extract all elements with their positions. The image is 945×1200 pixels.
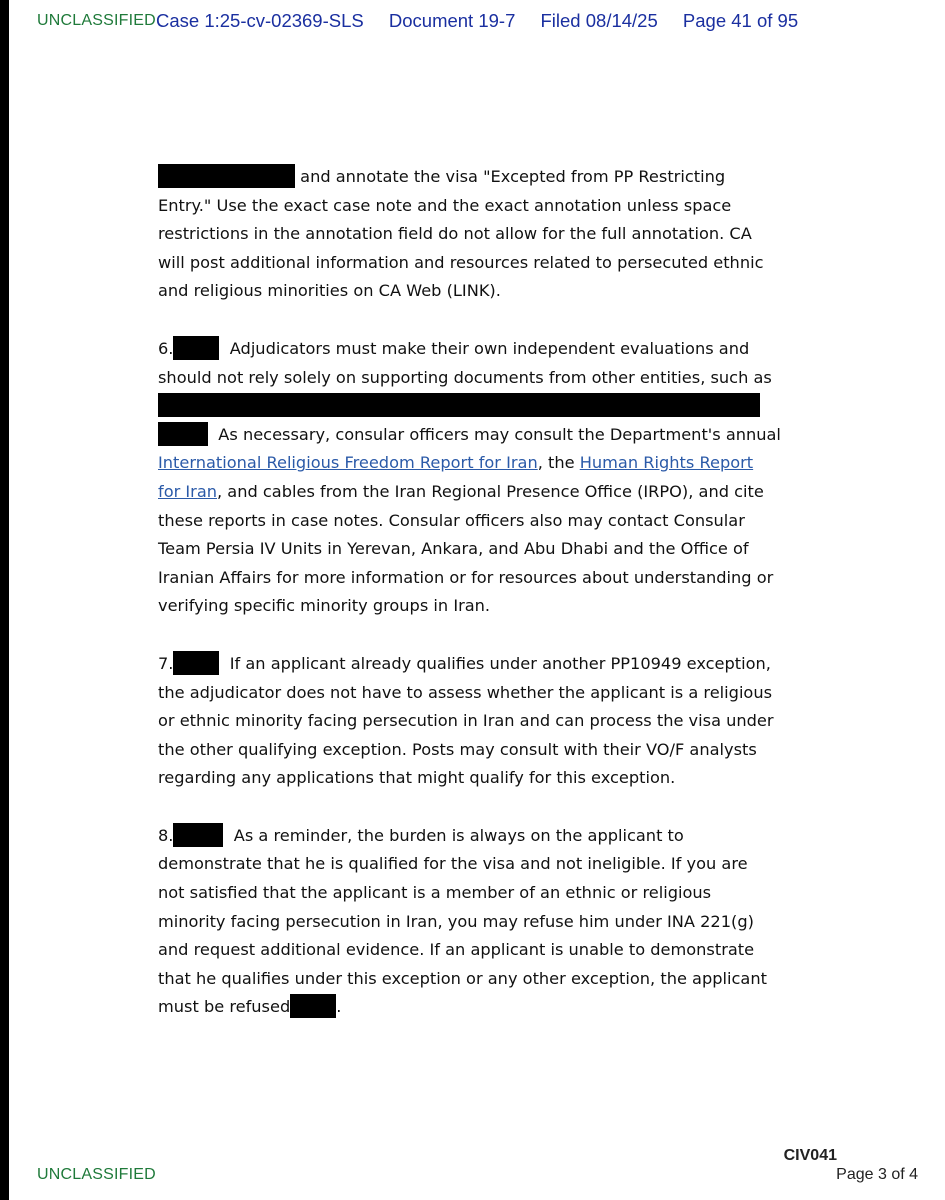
filing-page-number: Page 41 of 95 [682,10,799,31]
document-body [158,163,798,1051]
paragraph-8: 8. As a reminder, the burden is always on the applicant to demonstrate that he is qualified for the visa and not ineligible. If you are not satisfied that the applicant is a member of an ethnic or religious minority facing persecution in Iran, you may refuse him under INA 221(g) and request additional evidence. If an applicant is unable to demonstrate that he qualifies under this exception or any other exception, the applicant must be refused . [158,822,798,1022]
redaction-block [173,823,223,847]
document-page [9,0,945,1200]
paragraph-6: 6. Adjudicators must make their own independent evaluations and should not rely solely on supporting documents from other entities, such as As necessary, consular officers may consult the Department's annual International Religious Freedom Report for Iran, the Human Rights Report for Iran, and cables from the Iran Regional Presence Office (IRPO), and cite these reports in case notes. Consular officers also may contact Consular Team Persia IV Units in Yerevan, Ankara, and Abu Dhabi and the Office of Iranian Affairs for more information or for resources about understanding or verifying specific minority groups in Iran. [158,335,798,621]
redaction-block [158,422,208,446]
redaction-block [158,164,295,188]
page-number: Page 3 of 4 [836,1166,918,1183]
paragraph-number: 6. [158,338,174,358]
paragraph-7: 7. If an applicant already qualifies under another PP10949 exception, the adjudicator does not have to assess whether the applicant is a religious or ethnic minority facing persecution in Iran and can process the visa under the other qualifying exception. Posts may consult with their VO/F analysts regarding any applications that might qualify for this exception. [158,650,798,793]
redaction-block [173,651,219,675]
classification-footer: UNCLASSIFIED [37,1166,156,1183]
court-filing-header [156,10,818,32]
human-rights-report-link[interactable]: Human Rights Report [579,453,754,473]
redaction-block [158,393,760,417]
bates-number: CIV041 [783,1147,837,1164]
document-number: Document 19-7 [388,10,516,31]
paragraph-number: 8. [158,825,174,845]
religious-freedom-report-link[interactable]: International Religious Freedom Report for Iran [158,453,538,473]
case-number: Case 1:25-cv-02369-SLS [156,10,364,31]
paragraph-continuation: and annotate the visa "Excepted from PP Restricting Entry." Use the exact case note and the exact annotation unless space restrictions in the annotation field do not allow for the full annotation. CA will post additional information and resources related to persecuted ethnic and religious minorities on CA Web (LINK). [158,163,798,306]
filed-date: Filed 08/14/25 [540,10,658,31]
redaction-block [173,336,219,360]
classification-header: UNCLASSIFIED [37,12,156,29]
paragraph-number: 7. [158,653,174,673]
redaction-block [290,994,336,1018]
human-rights-report-link-cont[interactable]: for Iran [158,481,218,501]
